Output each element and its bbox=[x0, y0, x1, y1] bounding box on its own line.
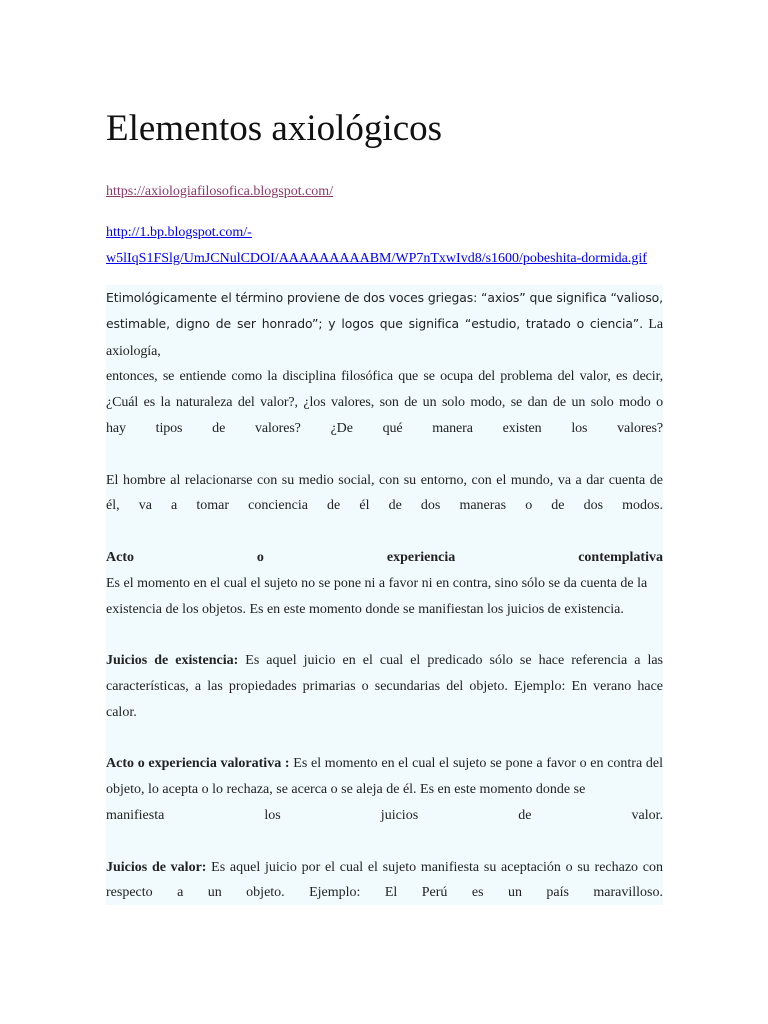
image-link-line-2: w5lIqS1FSlg/UmJCNulCDOI/AAAAAAAAABM/WP7nTxwIvd8/s1600/pobeshita-dormida.gif bbox=[106, 251, 647, 266]
text-line bbox=[106, 311, 663, 365]
text-line: él, va a tomar conciencia de él de dos maneras o de dos modos. bbox=[106, 498, 663, 514]
text-line bbox=[106, 855, 663, 881]
image-link-line-1: http://1.bp.blogspot.com/- bbox=[106, 225, 252, 240]
blog-link[interactable]: https://axiologiafilosofica.blogspot.com/ bbox=[106, 184, 334, 199]
text-line: entonces, se entiende como la disciplina filosófica que se ocupa del problema del valor, es decir, bbox=[106, 369, 663, 385]
paragraph-etymology bbox=[106, 285, 663, 442]
article-body bbox=[106, 285, 663, 905]
links-block bbox=[106, 179, 663, 272]
text-line bbox=[106, 751, 663, 803]
text-line: El hombre al relacionarse con su medio social, con su entorno, con el mundo, va a dar cuenta de bbox=[106, 472, 663, 488]
term-label: Acto o experiencia valorativa : bbox=[106, 756, 290, 772]
text-line: hay tipos de valores? ¿De qué manera existen los valores? bbox=[106, 420, 663, 436]
paragraph-value-judgments bbox=[106, 855, 663, 907]
term-label: Juicios de valor: bbox=[106, 859, 207, 875]
text-line: ¿Cuál es la naturaleza del valor?, ¿los valores, son de un solo modo, se dan de un solo modo o bbox=[106, 395, 663, 411]
term-label: Juicios de existencia: bbox=[106, 653, 239, 669]
paragraph-valuative bbox=[106, 751, 663, 828]
text-line: Etimológicamente el término proviene de dos voces griegas: “axios” que significa “valioso, bbox=[106, 290, 663, 305]
text-line: Es el momento en el cual el sujeto no se pone ni a favor ni en contra, sino sólo se da cuenta de la bbox=[106, 575, 648, 591]
term-definition: Es aquel juicio en el cual el predicado sólo se hace referencia a las características, a las propiedades primarias o secundarias del objeto. Ejemplo: En verano hace calor. bbox=[106, 653, 663, 720]
text-segment: La axiología, bbox=[106, 316, 663, 359]
text-segment: estimable, digno de ser honrado”; y logos que significa “estudio, tratado o ciencia”. bbox=[106, 315, 643, 331]
text-line: existencia de los objetos. Es en este momento donde se manifiestan los juicios de existencia. bbox=[106, 601, 624, 617]
paragraph-contemplative bbox=[106, 545, 663, 622]
image-link[interactable] bbox=[106, 220, 663, 272]
term-definition: Es aquel juicio por el cual el sujeto manifiesta su aceptación o su rechazo con bbox=[206, 859, 663, 875]
section-heading: Acto o experiencia contemplativa bbox=[106, 549, 663, 565]
paragraph-existence-judgments bbox=[106, 648, 663, 725]
document-title: Elementos axiológicos bbox=[106, 108, 443, 149]
paragraph-relation bbox=[106, 468, 663, 520]
term-definition: Es el momento en el cual el sujeto se pone a favor o en contra del objeto, lo acepta o lo rechaza, se acerca o se aleja de él. Es en este momento donde se bbox=[106, 756, 663, 798]
text-line: manifiesta los juicios de valor. bbox=[106, 807, 663, 823]
text-line: respecto a un objeto. Ejemplo: El Perú es un país maravilloso. bbox=[106, 885, 663, 901]
